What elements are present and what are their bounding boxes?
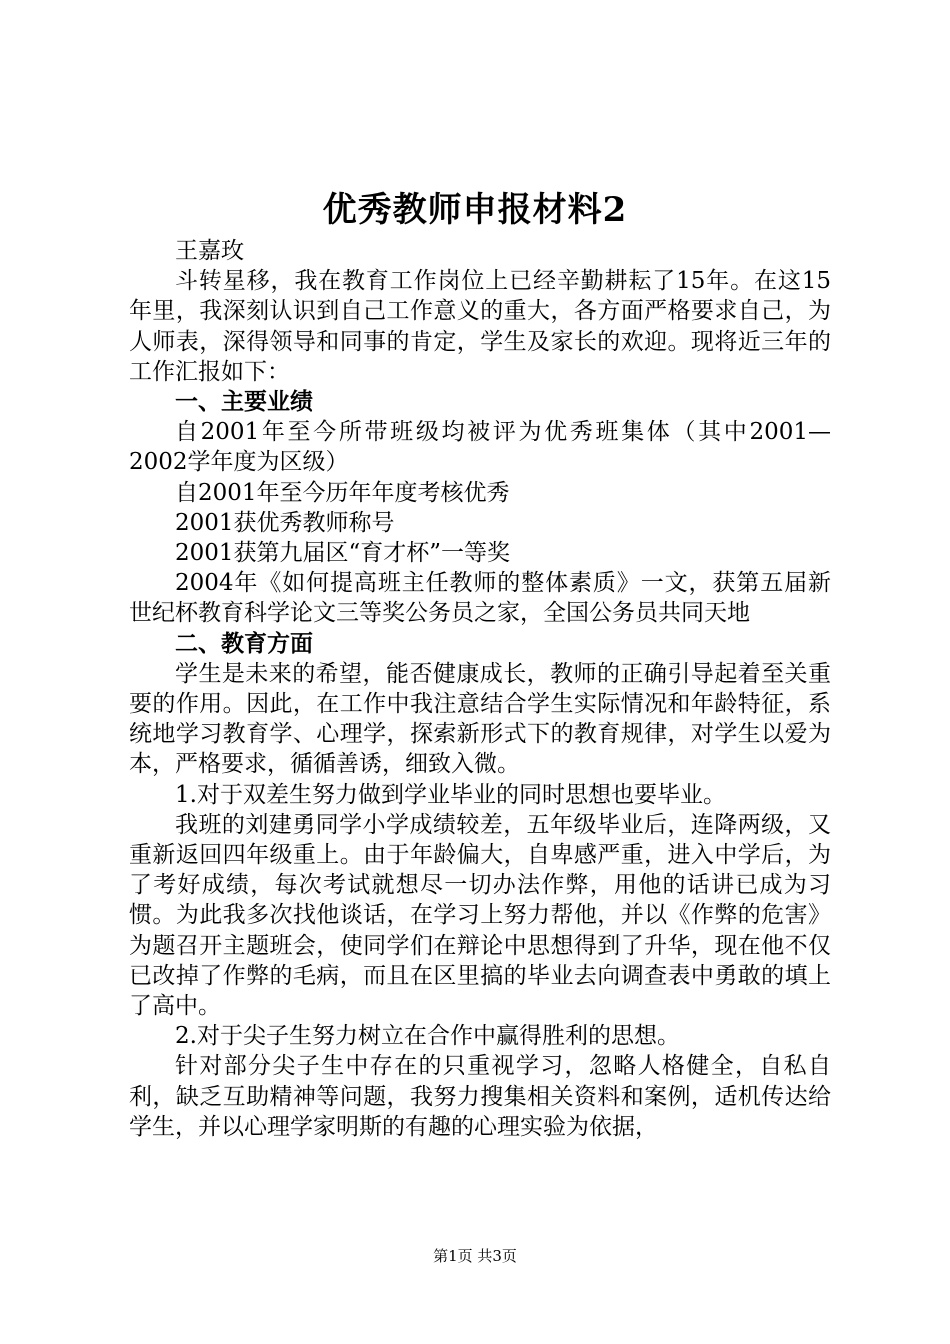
body-paragraph: 2004年《如何提高班主任教师的整体素质》一文，获第五届新世纪杯教育科学论文三等奖公务员之家，全国公务员共同天地 <box>129 570 831 627</box>
body-paragraph: 2001获优秀教师称号 <box>175 509 395 536</box>
body-paragraph: 针对部分尖子生中存在的只重视学习，忽略人格健全，自私自利，缺乏互助精神等问题，我努力搜集相关资料和案例，适机传达给学生，并以心理学家明斯的有趣的心理实验为依据， <box>129 1053 831 1140</box>
body-paragraph: 自2001年至今所带班级均被评为优秀班集体（其中2001—2002学年度为区级） <box>129 419 831 476</box>
body-paragraph: 自2001年至今历年年度考核优秀 <box>175 479 510 506</box>
document-title: 优秀教师申报材料2 <box>322 190 628 230</box>
body-paragraph: 我班的刘建勇同学小学成绩较差，五年级毕业后，连降两级，又重新返回四年级重上。由于年龄偏大，自卑感严重，进入中学后，为了考好成绩，每次考试就想尽一切办法作弊，用他的话讲已成为习惯。为此我多次找他谈话，在学习上努力帮他，并以《作弊的危害》为题召开主题班会，使同学们在辩论中思想得到了升华，现在他不仅已改掉了作弊的毛病，而且在区里搞的毕业去向调查表中勇敢的填上了高中。 <box>129 811 831 1020</box>
section-heading-education: 二、教育方面 <box>175 629 313 657</box>
body-paragraph: 斗转星移，我在教育工作岗位上已经辛勤耕耘了15年。在这15年里，我深刻认识到自己工作意义的重大，各方面严格要求自己，为人师表，深得领导和同事的肯定，学生及家长的欢迎。现将近三年的工作汇报如下： <box>129 268 831 385</box>
body-paragraph: 2001获第九届区“育才杯”一等奖 <box>175 540 511 567</box>
page-number-footer: 第1页 共3页 <box>433 1247 517 1265</box>
body-paragraph: 学生是未来的希望，能否健康成长，教师的正确引导起着至关重要的作用。因此，在工作中我注意结合学生实际情况和年龄特征，系统地学习教育学、心理学，探索新形式下的教育规律，对学生以爱为本，严格要求，循循善诱，细致入微。 <box>129 660 831 778</box>
section-heading-achievements: 一、主要业绩 <box>175 388 313 416</box>
document-body <box>129 236 831 1142</box>
author-name: 王嘉玫 <box>175 238 244 264</box>
body-paragraph: 1.对于双差生努力做到学业毕业的同时思想也要毕业。 <box>175 781 726 808</box>
body-paragraph: 2.对于尖子生努力树立在合作中赢得胜利的思想。 <box>175 1023 680 1050</box>
